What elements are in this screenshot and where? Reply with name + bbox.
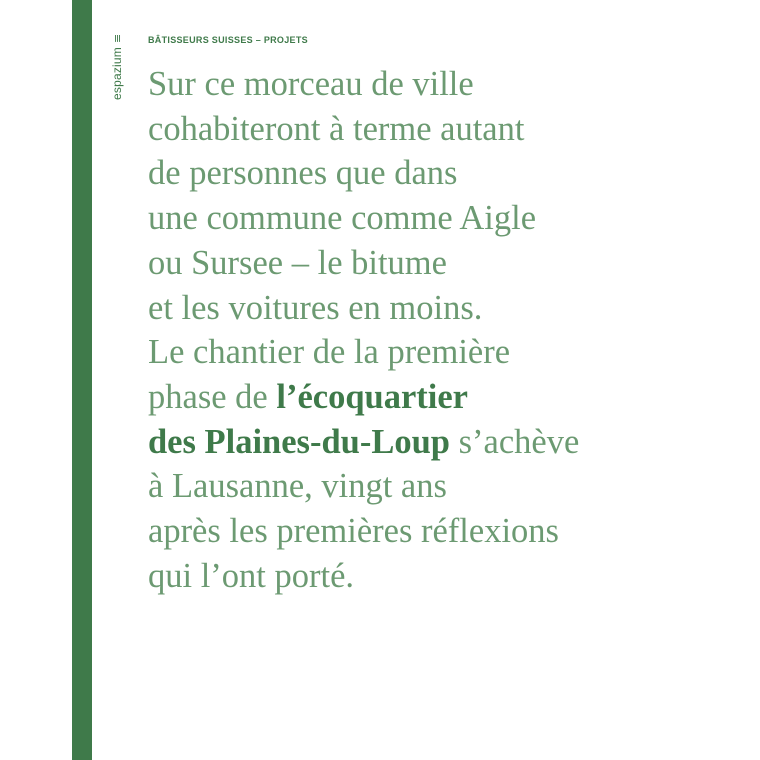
headline-line: qui l’ont porté. — [148, 556, 355, 595]
headline-line: et les voitures en moins. — [148, 288, 483, 327]
headline-text: s’achève — [449, 422, 580, 461]
triple-bar-icon: ≡ — [110, 33, 124, 44]
green-spine-bar — [72, 0, 92, 760]
project-name-highlight: l’écoquartier — [276, 377, 468, 416]
project-name-highlight: des Plaines-du-Loup — [148, 422, 450, 461]
headline-line: Sur ce morceau de ville — [148, 65, 474, 103]
headline-line: cohabiteront à terme autant — [148, 109, 525, 148]
headline-line — [148, 375, 748, 420]
brand-name: espazium — [110, 47, 124, 100]
headline-line: de personnes que dans — [148, 154, 458, 193]
headline-line: Le chantier de la première — [148, 333, 511, 372]
brand-logo — [96, 18, 124, 108]
headline-line: à Lausanne, vingt ans — [148, 467, 447, 506]
headline-line: après les premières réflexions — [148, 512, 559, 551]
headline-line: ou Sursee – le bitume — [148, 243, 447, 282]
headline-quote — [148, 62, 748, 598]
headline-text: phase de — [148, 377, 277, 416]
headline-line — [148, 420, 748, 465]
headline-line: une commune comme Aigle — [148, 199, 537, 238]
section-label: BÂTISSEURS SUISSES – PROJETS — [148, 35, 308, 45]
